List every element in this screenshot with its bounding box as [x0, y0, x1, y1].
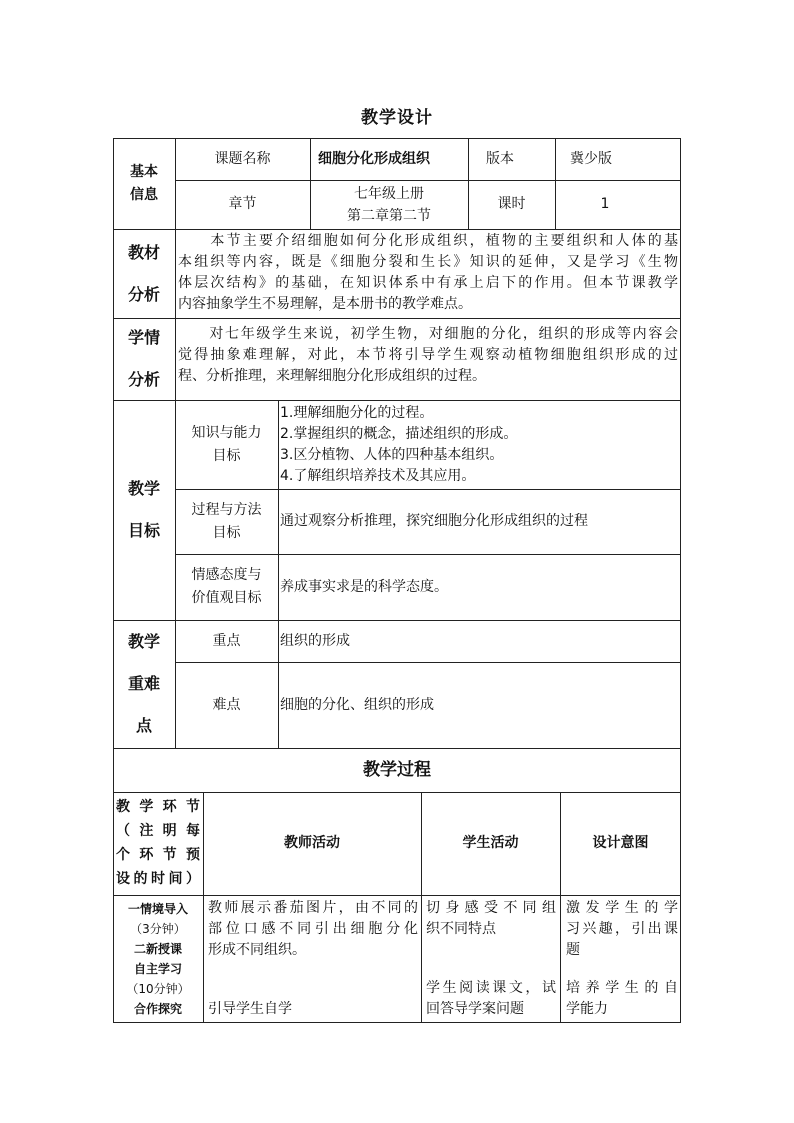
- hours-value: 1: [600, 196, 610, 212]
- process-heading: 教学过程: [363, 759, 431, 780]
- text-line: 体层次结构》的基础，在知识体系中有承上启下的作用。但本节课教学: [178, 275, 678, 291]
- stage-line: 合作探究: [133, 1002, 182, 1016]
- label-line: 目标: [127, 521, 160, 540]
- difficult-point-label: 难点: [212, 696, 241, 713]
- basic-info-label: [113, 138, 175, 230]
- stage-line: （10分钟）: [126, 982, 190, 996]
- chapter-line: 第二章第二节: [347, 207, 431, 224]
- activity-line: 织不同特点: [426, 921, 496, 937]
- activity-line: 形成不同组织。: [208, 942, 306, 958]
- text-line: 本节主要介绍细胞如何分化形成组织，植物的主要组织和人体的基: [178, 233, 678, 249]
- intent-line: 学能力: [566, 1001, 608, 1017]
- teacher-column-header: 教师活动: [284, 835, 340, 851]
- label-line: 点: [135, 716, 152, 735]
- text-line: 对七年级学生来说，初学生物，对细胞的分化，组织的形成等内容会: [178, 326, 678, 342]
- key-points-label: [113, 620, 175, 748]
- chapter-value: [310, 180, 468, 229]
- label-line: 知识与能力: [191, 424, 262, 441]
- activity-line: 切身感受不同组: [426, 900, 556, 916]
- activity-line: 回答导学案问题: [426, 1001, 524, 1017]
- activity-line: 部位口感不同引出细胞分化: [208, 921, 418, 937]
- stage-line: 一情境导入: [127, 902, 188, 916]
- page-title: 教学设计: [361, 108, 433, 128]
- label-line: 情感态度与: [191, 567, 262, 583]
- divider: [113, 895, 681, 896]
- knowledge-item: 1.理解细胞分化的过程。: [280, 405, 434, 421]
- key-point-value: 组织的形成: [280, 632, 350, 649]
- material-analysis-label: [113, 229, 175, 318]
- text-line: 本组织等内容，既是《细胞分裂和生长》知识的延伸，又是学习《生物: [178, 254, 678, 270]
- topic-label: 课题名称: [214, 150, 271, 167]
- divider: [113, 229, 681, 230]
- intent-line: 培养学生的自: [566, 980, 678, 996]
- key-point-label: 重点: [212, 632, 241, 649]
- header-line: 设的时间）: [116, 871, 200, 887]
- knowledge-item: 3.区分植物、人体的四种基本组织。: [280, 447, 504, 463]
- label-line: 目标: [212, 447, 241, 464]
- intent-line: 习兴趣，引出课: [566, 921, 678, 937]
- label-line: 分析: [127, 370, 160, 389]
- teacher-activity-cell: [208, 898, 418, 1020]
- emotion-value: 养成事实求是的科学态度。: [280, 578, 448, 595]
- label-line: 分析: [127, 284, 160, 304]
- activity-line: 学生阅读课文，试: [426, 980, 556, 996]
- intent-line: 题: [566, 942, 580, 958]
- label-line: 信息: [130, 187, 158, 203]
- process-method-value: 通过观察分析推理，探究细胞分化形成组织的过程: [280, 513, 588, 529]
- knowledge-item: 4.了解组织培养技术及其应用。: [280, 468, 476, 484]
- header-line: 教学环节: [116, 799, 200, 815]
- stage-line: （3分钟）: [130, 922, 186, 936]
- intent-line: 激发学生的学: [566, 900, 678, 916]
- label-line: 学情: [127, 328, 160, 347]
- hours-label: 课时: [497, 196, 526, 212]
- label-line: 教材: [127, 242, 160, 262]
- label-line: 价值观目标: [191, 590, 262, 606]
- topic-value: 细胞分化形成组织: [318, 150, 430, 167]
- chapter-label: 章节: [228, 196, 257, 212]
- knowledge-label: [175, 400, 278, 489]
- text-line: 程、分析推理，来理解细胞分化形成组织的过程。: [178, 368, 486, 384]
- student-column-header: 学生活动: [462, 835, 519, 851]
- stage-line: 自主学习: [133, 962, 182, 976]
- difficult-point-value: 细胞的分化、组织的形成: [280, 696, 434, 713]
- student-analysis-label: [113, 318, 175, 400]
- intent-cell: [566, 898, 678, 1020]
- text-line: 内容抽象学生不易理解，是本册书的教学难点。: [178, 296, 472, 312]
- label-line: 教学: [127, 479, 160, 498]
- stage-cell: [114, 899, 202, 1019]
- label-line: 重难: [127, 674, 160, 693]
- edition-label: 版本: [486, 150, 514, 167]
- header-line: 个环节预: [116, 847, 200, 863]
- emotion-label: [175, 554, 278, 620]
- student-analysis-text: [178, 324, 678, 387]
- label-line: 基本: [130, 164, 158, 180]
- edition-value: 冀少版: [570, 150, 612, 167]
- header-line: （注明每: [116, 823, 200, 839]
- activity-line: 教师展示番茄图片，由不同的: [208, 900, 418, 916]
- stage-line: 二新授课: [133, 942, 182, 956]
- chapter-line: 七年级上册: [354, 185, 424, 202]
- knowledge-item: 2.掌握组织的概念，描述组织的形成。: [280, 426, 518, 442]
- objectives-label: [113, 400, 175, 620]
- stage-column-header: [116, 795, 200, 891]
- knowledge-items: [280, 403, 678, 487]
- label-line: 目标: [212, 524, 241, 541]
- process-method-label: [175, 489, 278, 554]
- text-line: 觉得抽象难理解，对此，本节将引导学生观察动植物细胞组织形成的过: [178, 347, 678, 363]
- intent-column-header: 设计意图: [592, 835, 649, 851]
- divider: [278, 400, 279, 749]
- activity-line: 引导学生自学: [208, 1001, 292, 1017]
- label-line: 教学: [127, 632, 160, 651]
- student-activity-cell: [426, 898, 556, 1020]
- material-analysis-text: [178, 231, 678, 315]
- divider: [113, 318, 681, 319]
- label-line: 过程与方法: [191, 501, 262, 518]
